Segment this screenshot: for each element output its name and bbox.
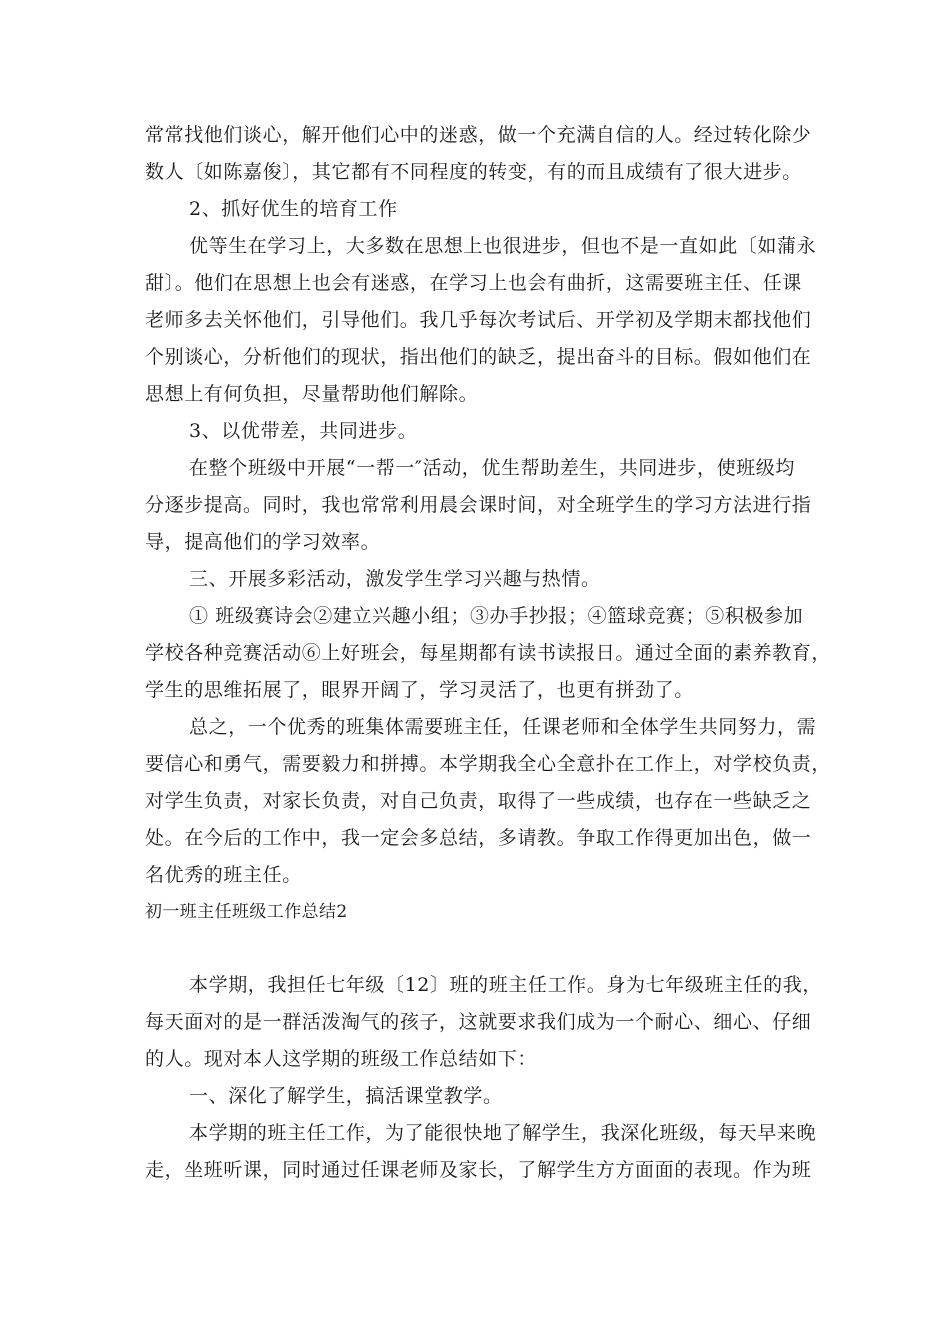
paragraph-line: 个别谈心，分析他们的现状，指出他们的缺乏，提出奋斗的目标。假如他们在 xyxy=(145,346,812,368)
paragraph-line: 数人〔如陈嘉俊〕，其它都有不同程度的转变，有的而且成绩有了很大进步。 xyxy=(145,161,802,183)
paragraph-line: 处。在今后的工作中，我一定会多总结，多请教。争取工作得更加出色，做一 xyxy=(145,827,812,849)
paragraph-line: 对学生负责，对家长负责，对自己负责，取得了一些成绩，也存在一些缺乏之 xyxy=(145,790,812,812)
paragraph-line: 分逐步提高。同时，我也常常利用晨会课时间，对全班学生的学习方法进行指 xyxy=(145,494,812,516)
paragraph-line: 优等生在学习上，大多数在思想上也很进步，但也不是一直如此〔如蒲永 xyxy=(189,235,817,257)
paragraph-line: 学校各种竞赛活动⑥上好班会，每星期都有读书读报日。通过全面的素养教育， xyxy=(145,642,832,664)
section-title: 初一班主任班级工作总结2 xyxy=(145,902,348,922)
paragraph-line: 常常找他们谈心，解开他们心中的迷惑，做一个充满自信的人。经过转化除少 xyxy=(145,124,812,146)
subheading: 3、以优带差，共同进步。 xyxy=(189,420,418,442)
document-body xyxy=(145,117,832,1189)
paragraph-line: 的人。现对本人这学期的班级工作总结如下： xyxy=(145,1048,538,1070)
paragraph-line: 思想上有何负担，尽量帮助他们解除。 xyxy=(145,383,479,405)
blank-line xyxy=(145,931,805,967)
paragraph-line: 学生的思维拓展了，眼界开阔了，学习灵活了，也更有拼劲了。 xyxy=(145,679,694,701)
paragraph-line: 本学期，我担任七年级〔12〕班的班主任工作。身为七年级班主任的我， xyxy=(189,974,822,996)
paragraph-line: 名优秀的班主任。 xyxy=(145,864,302,886)
paragraph-line: ① 班级赛诗会②建立兴趣小组；③办手抄报；④篮球竞赛；⑤积极参加 xyxy=(189,605,804,627)
subheading: 2、抓好优生的培育工作 xyxy=(189,198,398,220)
section-heading: 一、深化了解学生，搞活课堂教学。 xyxy=(189,1085,503,1107)
paragraph-line: 甜〕。他们在思想上也会有迷惑，在学习上也会有曲折，这需要班主任、任课 xyxy=(145,272,802,294)
paragraph-line: 本学期的班主任工作，为了能很快地了解学生，我深化班级，每天早来晚 xyxy=(189,1122,817,1144)
paragraph-line: 老师多去关怀他们，引导他们。我几乎每次考试后、开学初及学期末都找他们 xyxy=(145,309,812,331)
paragraph-line: 导，提高他们的学习效率。 xyxy=(145,531,381,553)
section-heading: 三、开展多彩活动，激发学生学习兴趣与热情。 xyxy=(189,568,601,590)
paragraph-line: 要信心和勇气，需要毅力和拼搏。本学期我全心全意扑在工作上，对学校负责， xyxy=(145,753,832,775)
paragraph-line: 走，坐班听课，同时通过任课老师及家长，了解学生方方面面的表现。作为班 xyxy=(145,1159,812,1181)
paragraph-line: 每天面对的是一群活泼淘气的孩子，这就要求我们成为一个耐心、细心、仔细 xyxy=(145,1011,812,1033)
paragraph-line: 在整个班级中开展“一帮一″活动，优生帮助差生，共同进步，使班级均 xyxy=(189,457,796,479)
paragraph-line: 总之，一个优秀的班集体需要班主任，任课老师和全体学生共同努力，需 xyxy=(189,716,817,738)
